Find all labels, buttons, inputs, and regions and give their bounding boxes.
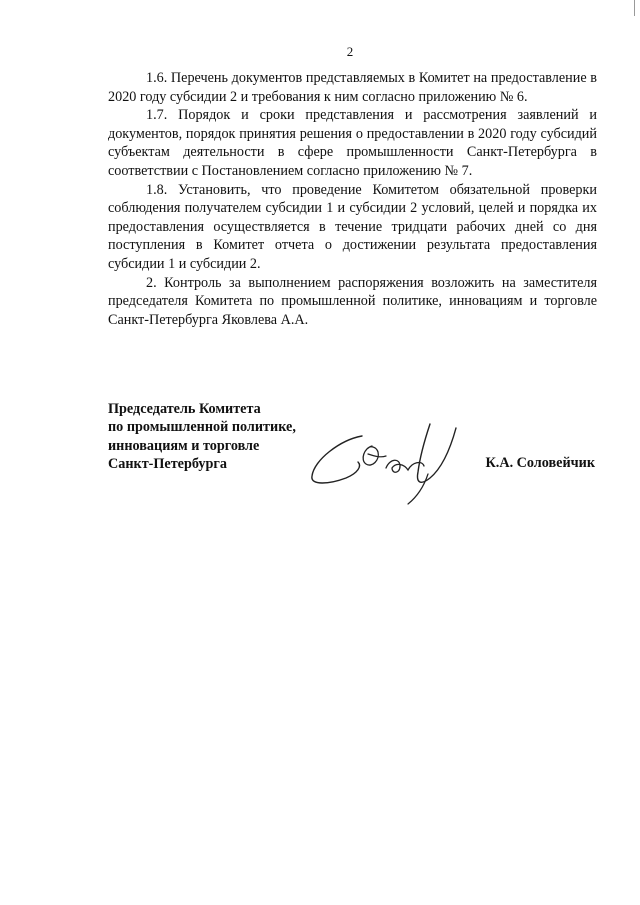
paragraph-2: 2. Контроль за выполнением распоряжения возложить на заместителя председателя Комитета по промышленной политике, инновациям и торговле Санкт-Петербурга Яковлева А.А. (108, 274, 597, 328)
signer-title-line: Председатель Комитета (108, 401, 261, 417)
document-body (108, 69, 597, 329)
signer-name: К.А. Соловейчик (485, 455, 595, 471)
signer-title-line: инновациям и торговле (108, 437, 260, 454)
paragraph-1-8: 1.8. Установить, что проведение Комитетом обязательной проверки соблюдения получателем субсидии 1 и субсидии 2 условий, целей и порядка их предоставления осуществляется в течение тридцати рабочих дней со дня поступления в Комитет отчета о достижении результата предоставления субсидии 1 и субсидии 2. (108, 181, 597, 272)
page-number: 2 (346, 44, 354, 59)
signer-title-line: по промышленной политике, (108, 419, 296, 436)
paragraph-1-6: 1.6. Перечень документов представляемых в Комитет на предоставление в 2020 году субсидии 2 и требования к ним согласно приложению № 6. (108, 70, 597, 105)
signer-title (108, 400, 296, 474)
signature-block (108, 400, 597, 510)
handwritten-signature (300, 416, 480, 506)
page-edge-mark (634, 0, 635, 16)
signer-title-line: Санкт-Петербурга (108, 456, 227, 473)
paragraph-1-7: 1.7. Порядок и сроки представления и рассмотрения заявлений и документов, порядок принятия решения о предоставлении в 2020 году субсидий субъектам деятельности в сфере промышленности Санкт-Петербурга в соответствии с Постановлением согласно приложению № 7. (108, 107, 597, 179)
